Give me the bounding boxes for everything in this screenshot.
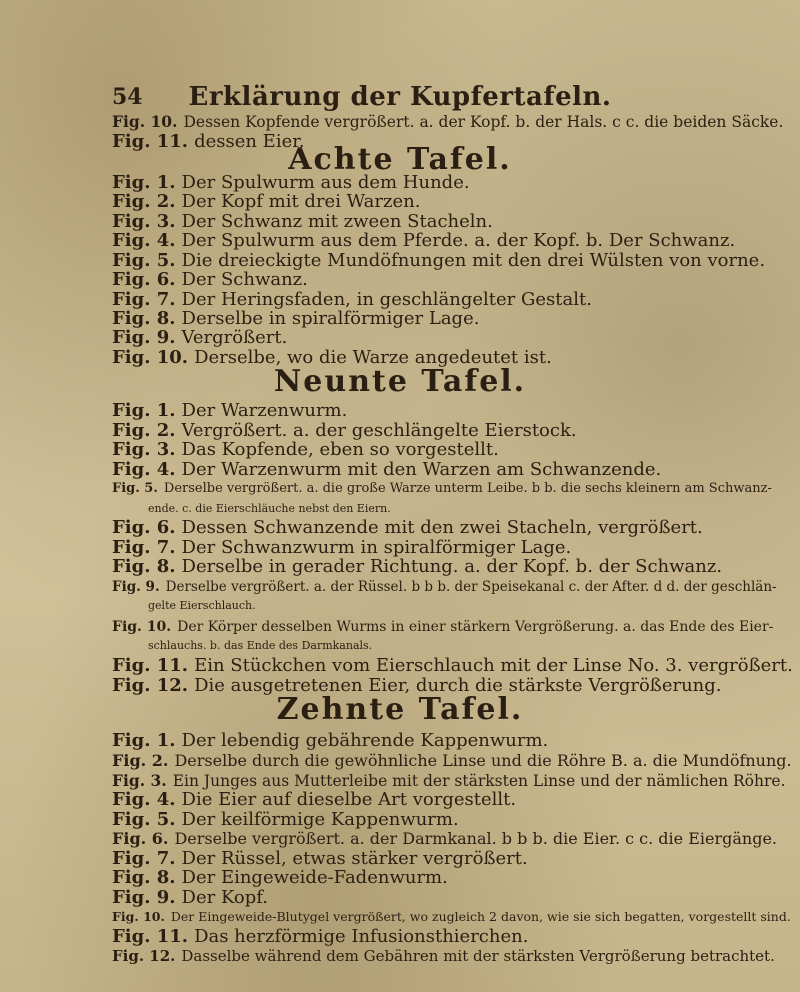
figure-number: Fig. 12. bbox=[112, 675, 189, 696]
caption-text: Derselbe in spiralförmiger Lage. bbox=[181, 308, 480, 329]
figure-caption bbox=[112, 655, 792, 677]
figure-caption bbox=[112, 556, 792, 578]
caption-text: Der Eingeweide-Fadenwurm. bbox=[181, 867, 448, 888]
figure-number: Fig. 8. bbox=[112, 867, 176, 888]
caption-text: dessen Eier. bbox=[194, 131, 305, 152]
figure-number: Fig. 7. bbox=[112, 537, 176, 558]
caption-text: Der Eingeweide-Blutygel vergrößert, wo zugleich 2 davon, wie sie sich begatten, vorgestellt sind. bbox=[170, 909, 791, 924]
figure-number: Fig. 12. bbox=[112, 947, 176, 965]
caption-text: Der Heringsfaden, in geschlängelter Gestalt. bbox=[181, 289, 592, 310]
caption-text: ende. c. die Eierschläuche nebst den Eiern. bbox=[148, 502, 391, 515]
figure-caption bbox=[112, 327, 792, 349]
figure-number: Fig. 4. bbox=[112, 789, 176, 810]
caption-text: Der Rüssel, etwas stärker vergrößert. bbox=[181, 848, 528, 869]
caption-text: Das Kopfende, eben so vorgestellt. bbox=[181, 439, 499, 460]
figure-number: Fig. 11. bbox=[112, 131, 189, 152]
caption-text: Vergrößert. a. der geschlängelte Eierstock. bbox=[181, 420, 577, 441]
figure-caption bbox=[112, 945, 792, 967]
caption-text: schlauchs. b. das Ende des Darmkanals. bbox=[148, 639, 373, 652]
figure-number: Fig. 8. bbox=[112, 308, 176, 329]
caption-text: Der Warzenwurm mit den Warzen am Schwanzende. bbox=[181, 459, 662, 480]
figure-number: Fig. 4. bbox=[112, 459, 176, 480]
figure-number: Fig. 2. bbox=[112, 191, 176, 212]
caption-text: Der Schwanzwurm in spiralförmiger Lage. bbox=[181, 537, 572, 558]
caption-text: Derselbe in gerader Richtung. a. der Kopf. b. der Schwanz. bbox=[181, 556, 723, 577]
caption-text: Der Schwanz mit zween Stacheln. bbox=[181, 211, 493, 232]
figure-number: Fig. 9. bbox=[112, 579, 160, 595]
figure-number: Fig. 2. bbox=[112, 420, 176, 441]
caption-text: Der Spulwurm aus dem Hunde. bbox=[181, 172, 470, 193]
figure-caption bbox=[112, 828, 792, 850]
running-title: Erklärung der Kupfertafeln. bbox=[188, 82, 612, 112]
plate-heading: Zehnte Tafel. bbox=[276, 692, 524, 727]
caption-text: Das herzförmige Infusionsthierchen. bbox=[194, 926, 529, 947]
figure-number: Fig. 3. bbox=[112, 211, 176, 232]
figure-caption bbox=[112, 478, 792, 500]
caption-text: Dasselbe während dem Gebähren mit der stärksten Vergrößerung betrachtet. bbox=[181, 947, 775, 965]
caption-text: Derselbe durch die gewöhnliche Linse und die Röhre B. a. die Mundöfnung. bbox=[174, 751, 792, 770]
caption-text: Der Warzenwurm. bbox=[181, 400, 348, 421]
figure-caption bbox=[112, 400, 792, 422]
caption-continuation bbox=[148, 595, 800, 617]
caption-text: Derselbe vergrößert. a. die große Warze unterm Leibe. b b. die sechs kleinern am Schwanz- bbox=[163, 481, 772, 496]
figure-number: Fig. 1. bbox=[112, 172, 176, 193]
figure-number: Fig. 9. bbox=[112, 327, 176, 348]
figure-caption bbox=[112, 867, 792, 889]
figure-number: Fig. 7. bbox=[112, 289, 176, 310]
caption-text: Die ausgetretenen Eier, durch die stärkste Vergrößerung. bbox=[194, 675, 722, 696]
figure-number: Fig. 7. bbox=[112, 848, 176, 869]
figure-number: Fig. 3. bbox=[112, 439, 176, 460]
figure-number: Fig. 1. bbox=[112, 730, 176, 751]
caption-text: Die dreieckigte Mundöfnungen mit den drei Wülsten von vorne. bbox=[181, 250, 766, 271]
caption-text: Der Spulwurm aus dem Pferde. a. der Kopf. b. Der Schwanz. bbox=[181, 230, 736, 251]
figure-number: Fig. 5. bbox=[112, 250, 176, 271]
figure-number: Fig. 4. bbox=[112, 230, 176, 251]
figure-caption bbox=[112, 906, 792, 928]
figure-number: Fig. 9. bbox=[112, 887, 176, 908]
caption-text: Die Eier auf dieselbe Art vorgestellt. bbox=[181, 789, 517, 810]
figure-number: Fig. 10. bbox=[112, 347, 189, 368]
figure-caption bbox=[112, 750, 792, 772]
caption-text: Der Kopf mit drei Warzen. bbox=[181, 191, 421, 212]
figure-number: Fig. 8. bbox=[112, 556, 176, 577]
caption-continuation bbox=[148, 635, 800, 657]
caption-text: Ein Junges aus Mutterleibe mit der stärksten Linse und der nämlichen Röhre. bbox=[172, 772, 786, 790]
caption-text: Der keilförmige Kappenwurm. bbox=[181, 809, 459, 830]
caption-text: Vergrößert. bbox=[181, 327, 288, 348]
caption-text: Der Körper desselben Wurms in einer stärkern Vergrößerung. a. das Ende des Eier- bbox=[177, 619, 774, 635]
figure-caption bbox=[112, 517, 792, 539]
figure-caption bbox=[112, 191, 792, 213]
caption-text: Derselbe, wo die Warze angedeutet ist. bbox=[194, 347, 552, 368]
page-number: 54 bbox=[112, 84, 143, 110]
figure-number: Fig. 5. bbox=[112, 481, 158, 496]
plate-heading: Achte Tafel. bbox=[288, 142, 512, 177]
figure-caption bbox=[112, 111, 792, 133]
figure-number: Fig. 3. bbox=[112, 771, 167, 790]
figure-number: Fig. 11. bbox=[112, 926, 189, 947]
caption-text: gelte Eierschlauch. bbox=[148, 599, 256, 612]
caption-text: Derselbe vergrößert. a. der Darmkanal. b b b. die Eier. c c. die Eiergänge. bbox=[174, 829, 778, 848]
figure-caption bbox=[112, 269, 792, 291]
figure-number: Fig. 11. bbox=[112, 655, 189, 676]
caption-text: Derselbe vergrößert. a. der Rüssel. b b b. der Speisekanal c. der After. d d. der geschlän- bbox=[165, 579, 777, 595]
figure-number: Fig. 2. bbox=[112, 751, 169, 770]
figure-caption bbox=[112, 230, 792, 252]
figure-number: Fig. 10. bbox=[112, 112, 178, 131]
caption-text: Der lebendig gebährende Kappenwurm. bbox=[181, 730, 549, 751]
figure-caption bbox=[112, 439, 792, 461]
figure-number: Fig. 10. bbox=[112, 619, 172, 635]
caption-text: Dessen Kopfende vergrößert. a. der Kopf. b. der Hals. c c. die beiden Säcke. bbox=[183, 113, 784, 131]
caption-text: Der Kopf. bbox=[181, 887, 269, 908]
figure-caption bbox=[112, 789, 792, 811]
figure-caption bbox=[112, 730, 792, 752]
figure-number: Fig. 6. bbox=[112, 517, 176, 538]
caption-text: Ein Stückchen vom Eierschlauch mit der Linse No. 3. vergrößert. bbox=[194, 655, 793, 676]
figure-number: Fig. 10. bbox=[112, 909, 165, 924]
figure-number: Fig. 6. bbox=[112, 829, 169, 848]
figure-number: Fig. 1. bbox=[112, 400, 176, 421]
figure-number: Fig. 5. bbox=[112, 809, 176, 830]
plate-heading: Neunte Tafel. bbox=[273, 364, 527, 399]
caption-text: Dessen Schwanzende mit den zwei Stacheln, vergrößert. bbox=[181, 517, 703, 538]
caption-text: Der Schwanz. bbox=[181, 269, 308, 290]
figure-number: Fig. 6. bbox=[112, 269, 176, 290]
